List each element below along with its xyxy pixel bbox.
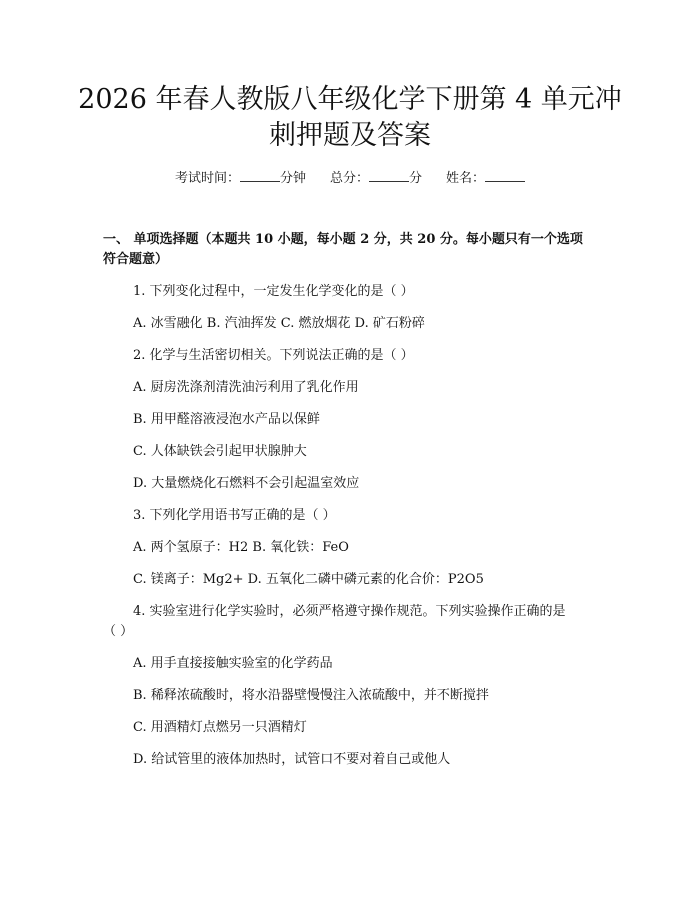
question-3-options-ab: A. 两个氢原子：H2 B. 氧化铁：FeO: [133, 540, 349, 555]
question-2-option-b: B. 用甲醛溶液浸泡水产品以保鲜: [133, 412, 320, 427]
question-2-option-d: D. 大量燃烧化石燃料不会引起温室效应: [133, 476, 360, 491]
name-blank: [485, 168, 525, 182]
question-4-option-a: A. 用手直接接触实验室的化学药品: [133, 656, 333, 671]
question-3-options-cd: C. 镁离子：Mg2+ D. 五氧化二磷中磷元素的化合价：P2O5: [133, 572, 484, 587]
question-2-option-a: A. 厨房洗涤剂清洗油污利用了乳化作用: [133, 380, 359, 395]
section-heading-line-2: 符合题意）: [103, 252, 169, 267]
question-4-option-d: D. 给试管里的液体加热时，试管口不要对着自己或他人: [133, 752, 451, 767]
question-4-stem: 4. 实验室进行化学实验时，必须严格遵守操作规范。下列实验操作正确的是: [133, 604, 566, 619]
question-4-stem-continued: （ ）: [103, 624, 134, 639]
question-1-options: A. 冰雪融化 B. 汽油挥发 C. 燃放烟花 D. 矿石粉碎: [133, 316, 425, 331]
exam-info-row: [0, 168, 700, 189]
time-blank: [240, 168, 280, 182]
question-2-option-c: C. 人体缺铁会引起甲状腺肿大: [133, 444, 307, 459]
time-label: 考试时间：: [174, 171, 240, 186]
name-label: 姓名：: [446, 171, 486, 186]
score-blank: [369, 168, 409, 182]
section-heading-line-1: 一、 单项选择题（本题共 10 小题，每小题 2 分，共 20 分。每小题只有一个选项: [103, 232, 583, 247]
question-1-stem: 1. 下列变化过程中，一定发生化学变化的是（ ）: [133, 284, 414, 299]
question-4-option-b: B. 稀释浓硫酸时，将水沿器壁慢慢注入浓硫酸中，并不断搅拌: [133, 688, 489, 703]
question-3-stem: 3. 下列化学用语书写正确的是（ ）: [133, 508, 336, 523]
score-label: 总分：: [329, 171, 369, 186]
time-unit: 分钟: [279, 171, 306, 186]
question-4-option-c: C. 用酒精灯点燃另一只酒精灯: [133, 720, 307, 735]
document-title-line-1: 2026 年春人教版八年级化学下册第 4 单元冲: [78, 84, 622, 115]
score-unit: 分: [409, 171, 423, 186]
question-2-stem: 2. 化学与生活密切相关。下列说法正确的是（ ）: [133, 348, 414, 363]
document-title-line-2: 刺押题及答案: [269, 120, 431, 151]
